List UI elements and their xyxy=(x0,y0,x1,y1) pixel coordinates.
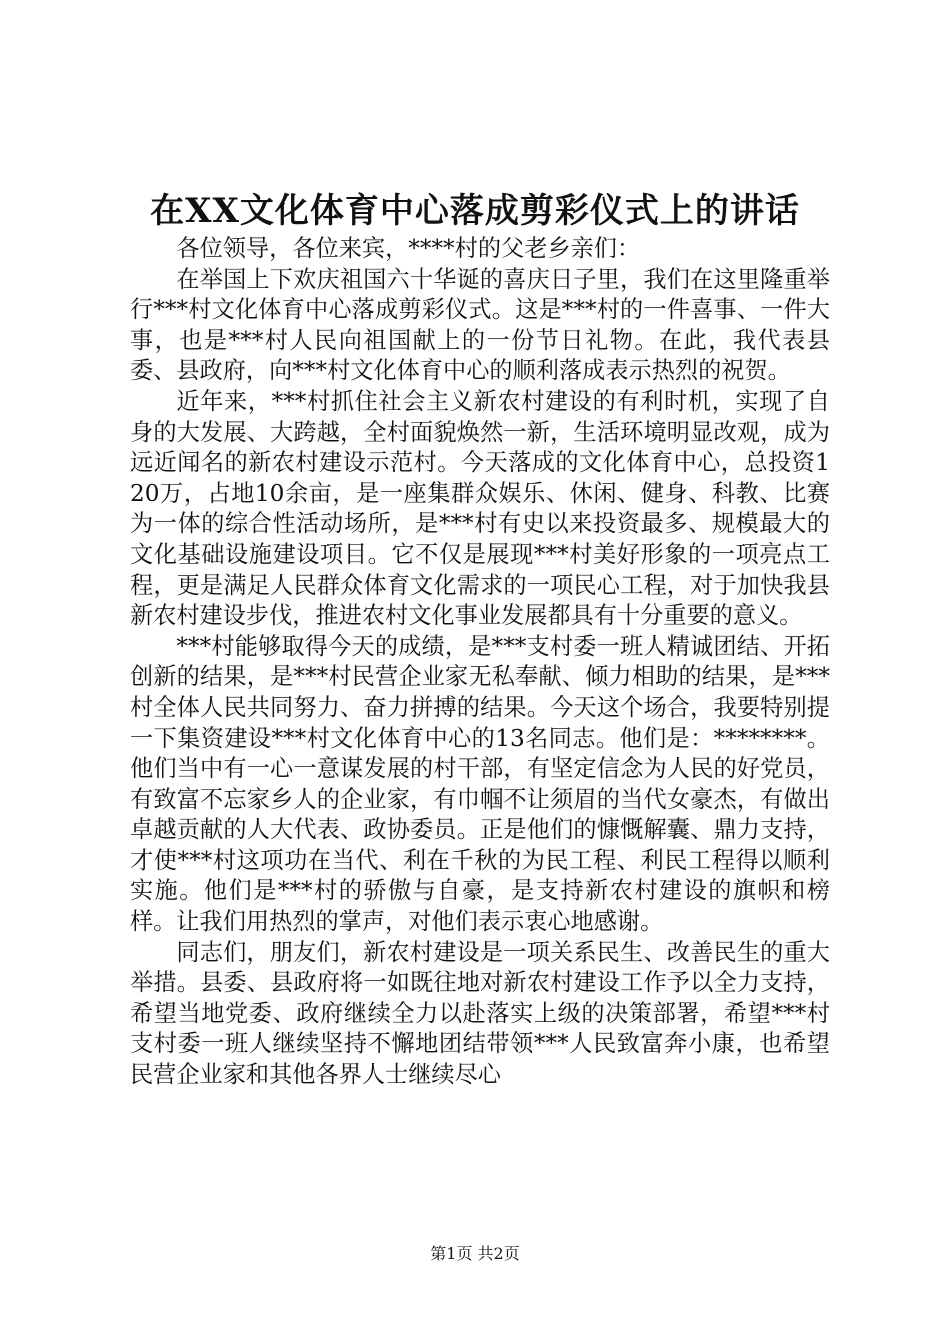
paragraph: ***村能够取得今天的成绩，是***支村委一班人精诚团结、开拓创新的结果，是***村民营企业家无私奉献、倾力相助的结果，是***村全体人民共同努力、奋力拼搏的结果。今天这个场合，我要特别提一下集资建设***村文化体育中心的13名同志。他们是：********。他们当中有一心一意谋发展的村干部，有坚定信念为人民的好党员，有致富不忘家乡人的企业家，有巾帼不让须眉的当代女豪杰，有做出卓越贡献的人大代表、政协委员。正是他们的慷慨解囊、鼎力支持，才使***村这项功在当代、利在千秋的为民工程、利民工程得以顺利实施。他们是***村的骄傲与自豪，是支持新农村建设的旗帜和榜样。让我们用热烈的掌声，对他们表示衷心地感谢。 xyxy=(130,632,830,936)
document-body xyxy=(130,234,830,1091)
paragraph: 近年来，***村抓住社会主义新农村建设的有利时机，实现了自身的大发展、大跨越，全村面貌焕然一新，生活环境明显改观，成为远近闻名的新农村建设示范村。今天落成的文化体育中心，总投资120万，占地10余亩，是一座集群众娱乐、休闲、健身、科教、比赛为一体的综合性活动场所，是***村有史以来投资最多、规模最大的文化基础设施建设项目。它不仅是展现***村美好形象的一项亮点工程，更是满足人民群众体育文化需求的一项民心工程，对于加快我县新农村建设步伐，推进农村文化事业发展都具有十分重要的意义。 xyxy=(130,387,830,630)
paragraph: 在举国上下欢庆祖国六十华诞的喜庆日子里，我们在这里隆重举行***村文化体育中心落成剪彩仪式。这是***村的一件喜事、一件大事，也是***村人民向祖国献上的一份节日礼物。在此，我代表县委、县政府，向***村文化体育中心的顺利落成表示热烈的祝贺。 xyxy=(130,265,830,385)
page-number-footer: 第1页 共2页 xyxy=(430,1244,520,1263)
paragraph-salutation: 各位领导，各位来宾，****村的父老乡亲们： xyxy=(176,235,641,262)
paragraph: 同志们，朋友们，新农村建设是一项关系民生、改善民生的重大举措。县委、县政府将一如既往地对新农村建设工作予以全力支持，希望当地党委、政府继续全力以赴落实上级的决策部署，希望***村支村委一班人继续坚持不懈地团结带领***人民致富奔小康，也希望民营企业家和其他各界人士继续尽心 xyxy=(130,938,830,1089)
document-title: 在XX文化体育中心落成剪彩仪式上的讲话 xyxy=(150,191,800,231)
